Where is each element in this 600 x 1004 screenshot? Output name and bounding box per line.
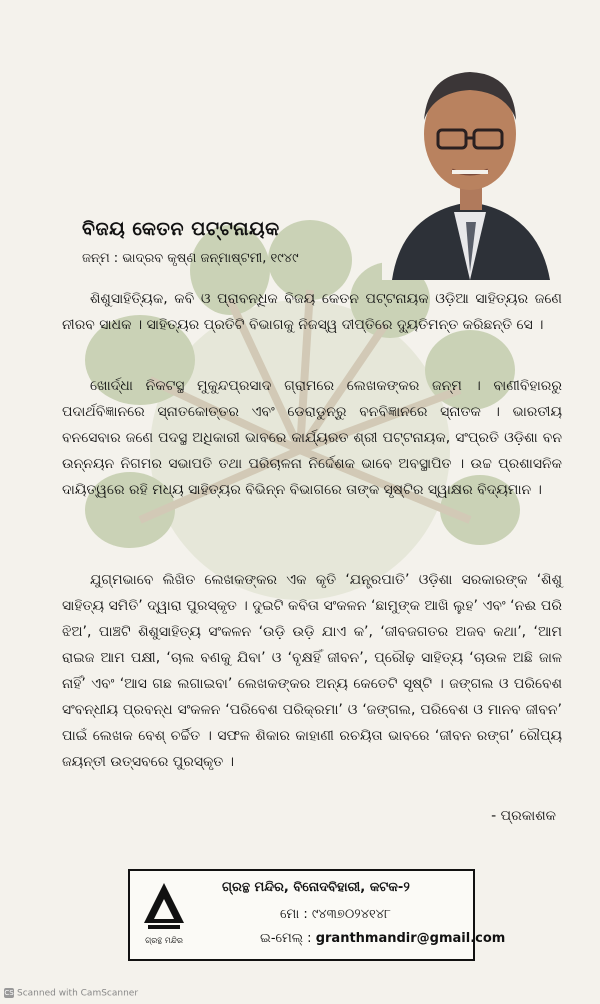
scanner-watermark bbox=[4, 988, 138, 999]
bio-paragraph-2: ଖୋର୍ଦ୍ଧା ନିକଟସ୍ଥ ମୁକୁନ୍ଦପ୍ରସାଦ ଗ୍ରାମରେ ଲେଖକଙ୍କର ଜନ୍ମ । ବାଣୀବିହାରରୁ ପଦାର୍ଥବିଜ୍ଞାନରେ ସ୍ନାତକୋତ୍ତର ଏବଂ ଡେରାଡୁନ୍‌ରୁ ବନବିଜ୍ଞାନରେ ସ୍ନାତକ । ଭାରତୀୟ ବନସେବାର ଜଣେ ପଦସ୍ଥ ଅଧିକାରୀ ଭାବରେ କାର୍ଯ୍ୟରତ ଶ୍ରୀ ପଟ୍ଟନାୟକ, ସଂପ୍ରତି ଓଡ଼ିଶା ବନ ଉନ୍ନୟନ ନିଗମର ସଭାପତି ତଥା ପରିଚାଳନା ନିର୍ଦ୍ଦେଶକ ଭାବେ ଅବସ୍ଥାପିତ । ଉଚ୍ଚ ପ୍ରଶାସନିକ ଦାୟିତ୍ୱରେ ରହି ମଧ୍ୟ ସାହିତ୍ୟର ବିଭିନ୍ନ ବିଭାଗରେ ତାଙ୍କ ସୃଷ୍ଟିର ସ୍ୱାକ୍ଷର ବିଦ୍ୟମାନ । bbox=[62, 378, 562, 498]
publisher-email[interactable]: granthmandir@gmail.com bbox=[315, 931, 506, 946]
camscanner-icon: CS bbox=[4, 989, 14, 997]
logo-caption: ଗ୍ରନ୍ଥ ମନ୍ଦିର bbox=[145, 936, 183, 945]
email-label: ଇ-ମେଲ୍ : bbox=[260, 931, 312, 946]
publisher-logo-icon bbox=[140, 879, 188, 951]
bio-paragraph-1: ଶିଶୁସାହିତ୍ୟିକ, କବି ଓ ପ୍ରାବନ୍ଧିକ ବିଜୟ କେତନ ପଟ୍ଟନାୟକ ଓଡ଼ିଆ ସାହିତ୍ୟର ଜଣେ ନୀରବ ସାଧକ । ସାହିତ୍ୟର ପ୍ରତିଟି ବିଭାଗକୁ ନିଜସ୍ୱ ଦୀପ୍ତିରେ ଦ୍ୟୁତିମନ୍ତ କରିଛନ୍ତି ସେ । bbox=[62, 291, 562, 333]
author-photo bbox=[382, 62, 558, 280]
scanner-text: Scanned with CamScanner bbox=[17, 988, 139, 999]
birth-info: ଜନ୍ମ : ଭାଦ୍ରବ କୃଷ୍ଣ ଜନ୍ମାଷ୍ଟମୀ, ୧୯୪୯ bbox=[82, 251, 299, 266]
publisher-info-box bbox=[128, 869, 506, 961]
publisher-email-line bbox=[260, 931, 505, 946]
publisher-address: ଗ୍ରନ୍ଥ ମନ୍ଦିର, ବିନୋଦବିହାରୀ, କଟକ-୨ bbox=[222, 880, 410, 895]
publisher-signature: - ପ୍ରକାଶକ bbox=[491, 808, 556, 824]
bio-paragraph-3: ଯୁଗ୍ମଭାବେ ଲିଖିତ ଲେଖକଙ୍କର ଏକ କୃତି ‘ଯନ୍ତ୍ରପାତି’ ଓଡ଼ିଶା ସରକାରଙ୍କ ‘ଶିଶୁ ସାହିତ୍ୟ ସମିତି’ ଦ୍ୱାରା ପୁରସ୍କୃତ । ଦୁଇଟି କବିତା ସଂକଳନ ‘ଛାମୁଙ୍କ ଆଖି ଲୁହ’ ଏବଂ ‘ନଈ ପରି ଝିଅ’, ପାଞ୍ଚଟି ଶିଶୁସାହିତ୍ୟ ସଂକଳନ ‘ଉଡ଼ି ଉଡ଼ି ଯାଏ କ’, ‘ଜୀବଜଗତର ଅଜବ କଥା’, ‘ଆମ ରାଇଜ ଆମ ପକ୍ଷୀ, ‘ଚାଲ ବଣକୁ ଯିବା’ ଓ ‘ବୃକ୍ଷହିଁ ଜୀବନ’, ପ୍ରୌଢ଼ ସାହିତ୍ୟ ‘ଚାଉଳ ଅଛି ଜାଳ ନାହିଁ’ ଏବଂ ‘ଆସ ଗଛ ଲଗାଇବା’ ଲେଖକଙ୍କର ଅନ୍ୟ କେତେଟି ସୃଷ୍ଟି । ଜଙ୍ଗଲ ଓ ପରିବେଶ ସଂବନ୍ଧୀୟ ପ୍ରବନ୍ଧ ସଂକଳନ ‘ପରିବେଶ ପରିକ୍ରମା’ ଓ ‘ଜଙ୍ଗଲ, ପରିବେଶ ଓ ମାନବ ଜୀବନ’ ପାଇଁ ଲେଖକ ବେଶ୍ ଚର୍ଚ୍ଚିତ । ସଫଳ ଶିକାର କାହାଣୀ ରଚୟିତା ଭାବରେ ‘ଜୀବନ ରଙ୍ଗ’ ରୌପ୍ୟ ଜୟନ୍ତୀ ଉତ୍ସବରେ ପୁରସ୍କୃତ । bbox=[62, 572, 562, 770]
publisher-phone: ମୋ : ୯୪୩୭୦୨୪୧୪୮ bbox=[280, 907, 391, 922]
author-name-heading: ବିଜୟ କେତନ ପଟ୍ଟନାୟକ bbox=[82, 218, 280, 240]
